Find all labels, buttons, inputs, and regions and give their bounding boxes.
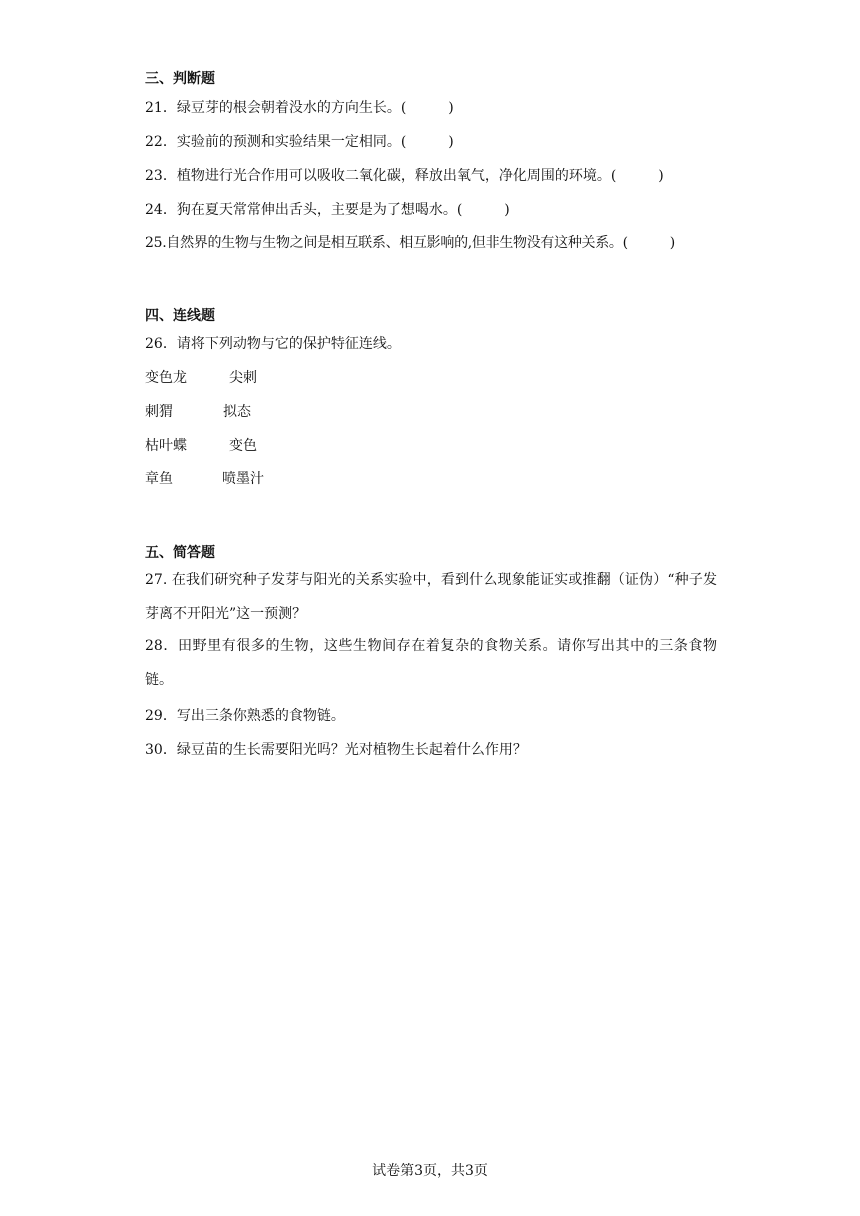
- question-25: 25.自然界的生物与生物之间是相互联系、相互影响的,但非生物没有这种关系。( ): [145, 235, 675, 251]
- feature-item[interactable]: 拟态: [223, 404, 251, 420]
- question-27: 27. 在我们研究种子发芽与阳光的关系实验中，看到什么现象能证实或推翻（证伪）“种子发芽离不开阳光”这一预测？: [145, 572, 717, 622]
- question-29: 29．写出三条你熟悉的食物链。: [145, 708, 345, 724]
- question-23: 23．植物进行光合作用可以吸收二氧化碳，释放出氧气，净化周围的环境。( ): [145, 168, 664, 184]
- question-26: 26．请将下列动物与它的保护特征连线。: [145, 336, 401, 352]
- question-28: 28．田野里有很多的生物，这些生物间存在着复杂的食物关系。请你写出其中的三条食物链。: [145, 638, 717, 688]
- feature-item[interactable]: 尖刺: [229, 370, 257, 386]
- animal-item[interactable]: 刺猬: [145, 404, 173, 420]
- animal-item[interactable]: 章鱼: [145, 471, 173, 487]
- question-22-text: 22．实验前的预测和实验结果一定相同。(: [145, 134, 407, 150]
- question-23-text: 23．植物进行光合作用可以吸收二氧化碳，释放出氧气，净化周围的环境。(: [145, 168, 617, 184]
- section-title-matching: 四、连线题: [145, 308, 215, 324]
- question-22: 22．实验前的预测和实验结果一定相同。( ): [145, 134, 454, 150]
- section-title-judgement: 三、判断题: [145, 71, 215, 87]
- question-25-text: 25.自然界的生物与生物之间是相互联系、相互影响的,但非生物没有这种关系。(: [145, 235, 628, 251]
- animal-item[interactable]: 枯叶蝶: [145, 438, 187, 454]
- question-24-text: 24．狗在夏天常常伸出舌头，主要是为了想喝水。(: [145, 202, 463, 218]
- page-footer: 试卷第3页，共3页: [372, 1163, 488, 1179]
- section-title-short-answer: 五、简答题: [145, 545, 215, 561]
- animal-item[interactable]: 变色龙: [145, 370, 187, 386]
- question-30: 30．绿豆苗的生长需要阳光吗？光对植物生长起着什么作用？: [145, 742, 527, 758]
- question-21-text: 21．绿豆芽的根会朝着没水的方向生长。(: [145, 100, 407, 116]
- question-24: 24．狗在夏天常常伸出舌头，主要是为了想喝水。( ): [145, 202, 510, 218]
- feature-item[interactable]: 喷墨汁: [222, 471, 264, 487]
- question-21: 21．绿豆芽的根会朝着没水的方向生长。( ): [145, 100, 454, 116]
- feature-item[interactable]: 变色: [229, 438, 257, 454]
